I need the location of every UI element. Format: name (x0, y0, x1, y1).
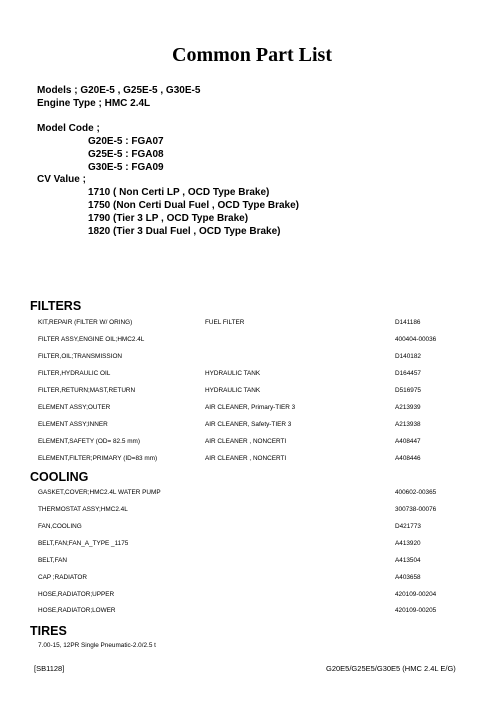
part-number: D164457 (395, 370, 421, 377)
table-row (0, 420, 504, 430)
part-number: A403658 (395, 574, 421, 581)
part-description: HOSE,RADIATOR;UPPER (38, 591, 115, 598)
part-number: 400404-00036 (395, 336, 437, 343)
table-row (0, 335, 504, 345)
part-description: ELEMENT ASSY;OUTER (38, 404, 111, 411)
table-row (0, 505, 504, 515)
table-row (0, 606, 504, 616)
part-description: FILTER,RETURN;MAST,RETURN (38, 387, 136, 394)
part-number: D516975 (395, 387, 421, 394)
table-row (0, 352, 504, 362)
section-title: COOLING (30, 470, 89, 484)
part-description: FILTER,HYDRAULIC OIL (38, 370, 111, 377)
part-description: 7.00-15, 12PR Single Pneumatic-2.0/2.5 t (38, 642, 156, 649)
part-description: ELEMENT ASSY;INNER (38, 421, 108, 428)
part-note: FUEL FILTER (205, 319, 245, 326)
table-row (0, 318, 504, 328)
page-title: Common Part List (172, 44, 332, 66)
section-title: FILTERS (30, 299, 82, 313)
part-number: 300738-00076 (395, 506, 437, 513)
cv-value-item: 1790 (Tier 3 LP , OCD Type Brake) (88, 213, 249, 224)
table-row (0, 573, 504, 583)
part-note: HYDRAULIC TANK (205, 370, 261, 377)
model-code-item: G25E-5 : FGA08 (88, 149, 164, 160)
table-row (0, 488, 504, 498)
part-number: D140182 (395, 353, 421, 360)
cv-value-label: CV Value ; (37, 174, 86, 185)
model-code-label: Model Code ; (37, 123, 100, 134)
footer-model-info: G20E5/G25E5/G30E5 (HMC 2.4L E/G) (326, 664, 456, 673)
model-code-item: G30E-5 : FGA09 (88, 162, 164, 173)
cv-value-item: 1750 (Non Certi Dual Fuel , OCD Type Brake) (88, 200, 299, 211)
part-number: 420109-00205 (395, 607, 437, 614)
table-row (0, 590, 504, 600)
part-description: KIT,REPAIR (FILTER W/ ORING) (38, 319, 133, 326)
table-row (0, 437, 504, 447)
part-note: HYDRAULIC TANK (205, 387, 261, 394)
part-note: AIR CLEANER, Safety-TIER 3 (205, 421, 292, 428)
part-description: ELEMENT,SAFETY (OD= 82.5 mm) (38, 438, 140, 445)
part-number: A408447 (395, 438, 421, 445)
part-description: FILTER,OIL;TRANSMISSION (38, 353, 123, 360)
table-row (0, 641, 504, 651)
part-number: A408446 (395, 455, 421, 462)
part-number: D141186 (395, 319, 421, 326)
part-description: BELT,FAN (38, 557, 68, 564)
table-row (0, 454, 504, 464)
table-row (0, 403, 504, 413)
section-title: TIRES (30, 624, 67, 638)
part-description: HOSE,RADIATOR;LOWER (38, 607, 116, 614)
part-description: GASKET,COVER;HMC2.4L WATER PUMP (38, 489, 161, 496)
part-number: A413504 (395, 557, 421, 564)
part-description: ELEMENT,FILTER;PRIMARY (ID=83 mm) (38, 455, 158, 462)
table-row (0, 556, 504, 566)
part-note: AIR CLEANER , NONCERTI (205, 438, 287, 445)
engine-type-line: Engine Type ; HMC 2.4L (37, 98, 151, 109)
part-note: AIR CLEANER, Primary-TIER 3 (205, 404, 296, 411)
part-number: 420109-00204 (395, 591, 437, 598)
table-row (0, 386, 504, 396)
part-description: THERMOSTAT ASSY;HMC2.4L (38, 506, 128, 513)
cv-value-item: 1820 (Tier 3 Dual Fuel , OCD Type Brake) (88, 226, 281, 237)
models-line: Models ; G20E-5 , G25E-5 , G30E-5 (37, 85, 201, 96)
model-code-item: G20E-5 : FGA07 (88, 136, 164, 147)
part-number: A413920 (395, 540, 421, 547)
table-row (0, 539, 504, 549)
part-number: D421773 (395, 523, 421, 530)
part-number: A213939 (395, 404, 421, 411)
part-number: 400602-00365 (395, 489, 437, 496)
part-number: A213938 (395, 421, 421, 428)
table-row (0, 522, 504, 532)
part-note: AIR CLEANER , NONCERTI (205, 455, 287, 462)
footer-doc-code: [SB1128] (34, 664, 65, 673)
part-description: BELT,FAN;FAN_A_TYPE _1175 (38, 540, 129, 547)
part-description: FAN,COOLING (38, 523, 82, 530)
cv-value-item: 1710 ( Non Certi LP , OCD Type Brake) (88, 187, 270, 198)
part-description: FILTER ASSY,ENGINE OIL;HMC2.4L (38, 336, 145, 343)
part-description: CAP ;RADIATOR (38, 574, 88, 581)
table-row (0, 369, 504, 379)
